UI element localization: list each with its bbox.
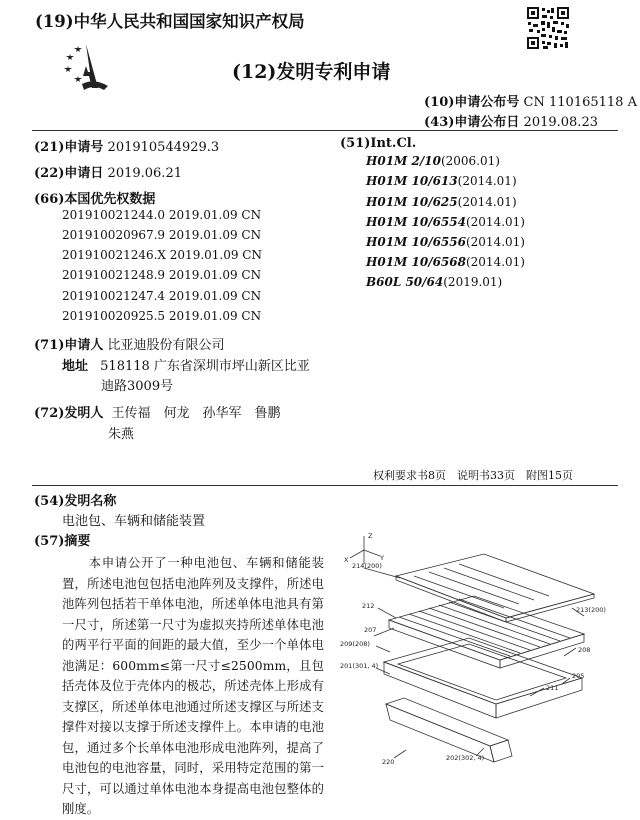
- svg-text:220: 220: [382, 758, 395, 766]
- svg-text:201(301, 4): 201(301, 4): [340, 662, 379, 670]
- priority-item: 201910020925.5 2019.01.09 CN: [62, 309, 262, 323]
- publication-date-row: [424, 111, 598, 130]
- publication-number-value: CN 110165118 A: [523, 95, 637, 110]
- invention-title: 电池包、车辆和储能装置: [62, 514, 206, 529]
- application-date-row: [34, 162, 182, 181]
- ipc-date: (2014.01): [457, 195, 517, 209]
- ipc-item: [366, 255, 525, 269]
- ipc-code: H01M 10/625: [366, 195, 458, 209]
- priority-item: 201910021247.4 2019.01.09 CN: [62, 289, 262, 303]
- publication-date-label: (43)申请公布日: [424, 115, 520, 130]
- applicant-value: 比亚迪股份有限公司: [107, 338, 225, 353]
- publication-number-row: [424, 91, 637, 110]
- ipc-date: (2019.01): [443, 275, 503, 289]
- priority-item: 201910021248.9 2019.01.09 CN: [62, 268, 262, 282]
- inventors-label: (72)发明人: [34, 406, 104, 421]
- application-number-value: 201910544929.3: [107, 140, 220, 155]
- application-number-row: [34, 136, 219, 155]
- page-count-info: 权利要求书8页 说明书33页 附图15页: [373, 469, 573, 482]
- patent-office-emblem: [58, 38, 114, 94]
- applicant-row: [34, 334, 225, 353]
- ipc-date: (2014.01): [457, 174, 517, 188]
- priority-item: 201910020967.9 2019.01.09 CN: [62, 228, 262, 242]
- svg-text:205: 205: [572, 672, 585, 680]
- inventors-line-1: 王传福 何龙 孙华军 鲁鹏: [111, 406, 281, 421]
- publication-number-label: (10)申请公布号: [424, 95, 520, 110]
- battery-pack-exploded-drawing: [334, 528, 634, 790]
- priority-item: 201910021244.0 2019.01.09 CN: [62, 208, 262, 222]
- ipc-label: (51)Int.Cl.: [340, 136, 417, 151]
- ipc-code: B60L 50/64: [366, 275, 444, 289]
- ipc-item: [366, 235, 525, 249]
- svg-text:207: 207: [364, 626, 377, 634]
- applicant-label: (71)申请人: [34, 338, 104, 353]
- address-row: [62, 355, 310, 374]
- office-name: (19)中华人民共和国国家知识产权局: [35, 12, 305, 31]
- inventors-line-2: 朱燕: [108, 427, 135, 442]
- section-divider: [32, 485, 618, 486]
- ipc-code: H01M 2/10: [366, 154, 441, 168]
- document-type: (12)发明专利申请: [232, 61, 391, 83]
- ipc-date: (2014.01): [465, 235, 525, 249]
- application-number-label: (21)申请号: [34, 140, 104, 155]
- qr-code: [526, 6, 570, 50]
- svg-text:202(302, 4): 202(302, 4): [446, 754, 485, 762]
- svg-text:211: 211: [546, 684, 559, 692]
- ipc-date: (2014.01): [465, 255, 525, 269]
- application-date-label: (22)申请日: [34, 166, 104, 181]
- address-line-2: 迪路3009号: [101, 379, 174, 394]
- ipc-date: (2014.01): [465, 215, 525, 229]
- inventors-row: [34, 402, 281, 421]
- priority-label: (66)本国优先权数据: [34, 192, 156, 207]
- ipc-item: [366, 215, 525, 229]
- priority-item: 201910021246.X 2019.01.09 CN: [62, 248, 262, 262]
- svg-text:Y: Y: [380, 554, 384, 562]
- address-line-1: 518118 广东省深圳市坪山新区比亚: [100, 359, 310, 374]
- ipc-code: H01M 10/6554: [366, 215, 466, 229]
- svg-text:X: X: [344, 556, 349, 564]
- abstract-body: 本申请公开了一种电池包、车辆和储能装置，所述电池包包括电池阵列及支撑件，所述电池阵列包括若干单体电池，所述单体电池具有第一尺寸，所述第一尺寸为虚拟夹持所述单体电池的两平行平面的间距的最大值，至少一个单体电池满足：600mm≤第一尺寸≤2500mm，且包括壳体及位于壳体内的极芯，所述壳体上形成有支撑区，所述单体电池通过所述支撑区与所述支撑件对接以支撑于所述支撑件上。本申请的电池包，通过多个长单体电池形成电池阵列，提高了电池包的电池容量，同时，采用特定范围的第一尺寸，可以通过单体电池本身提高电池包整体的刚度。: [62, 556, 324, 816]
- svg-text:209(208): 209(208): [340, 640, 370, 648]
- svg-text:212: 212: [362, 602, 375, 610]
- application-date-value: 2019.06.21: [107, 166, 182, 181]
- svg-text:214(200): 214(200): [352, 562, 382, 570]
- address-label: 地址: [62, 359, 89, 374]
- ipc-item: [366, 195, 517, 209]
- ipc-item: [366, 154, 500, 168]
- header-divider: [32, 130, 618, 131]
- publication-date-value: 2019.08.23: [523, 115, 598, 130]
- ipc-code: H01M 10/6568: [366, 255, 466, 269]
- ipc-item: [366, 174, 517, 188]
- invention-title-label: (54)发明名称: [34, 494, 117, 509]
- abstract-text: [62, 553, 324, 820]
- svg-text:208: 208: [578, 646, 591, 654]
- ipc-item: [366, 275, 502, 289]
- ipc-code: H01M 10/613: [366, 174, 458, 188]
- ipc-code: H01M 10/6556: [366, 235, 466, 249]
- svg-text:213(200): 213(200): [576, 606, 606, 614]
- ipc-date: (2006.01): [440, 154, 500, 168]
- abstract-label: (57)摘要: [34, 534, 91, 549]
- svg-text:Z: Z: [368, 532, 373, 540]
